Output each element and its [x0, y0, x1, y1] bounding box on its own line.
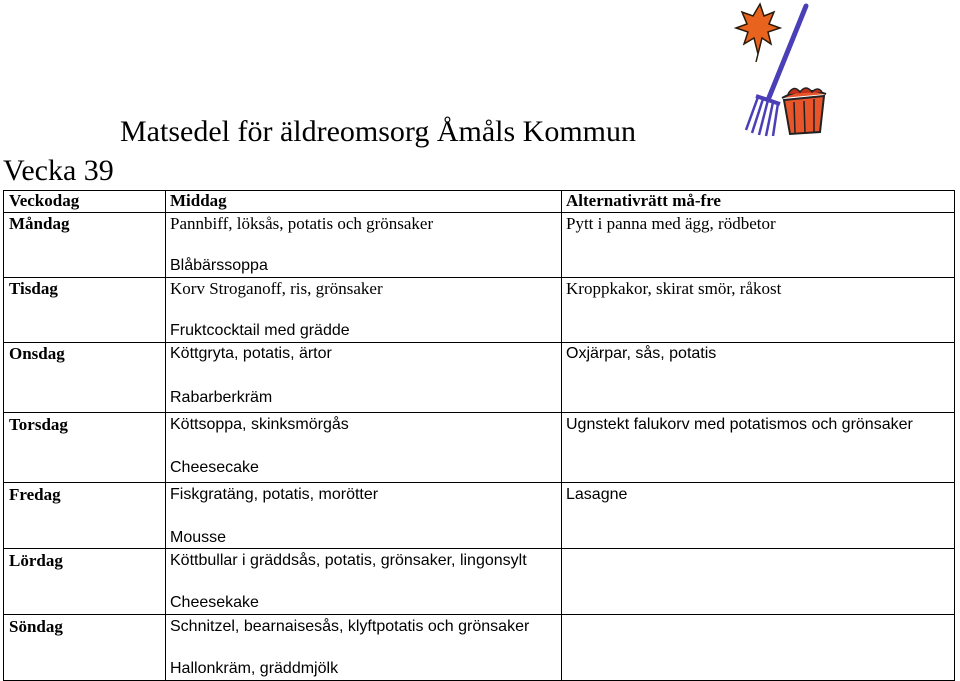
week-label: Vecka 39	[3, 154, 114, 187]
dinner-cell: Köttbullar i gräddsås, potatis, grönsaker, lingonsylt	[170, 552, 527, 569]
table-border-left	[3, 190, 4, 681]
dessert-cell: Cheesekake	[170, 594, 259, 611]
day-label: Lördag	[9, 551, 63, 570]
dessert-cell: Cheesecake	[170, 459, 259, 476]
alternative-cell: Ugnstekt falukorv med potatismos och grönsaker	[566, 416, 913, 433]
alternative-cell: Kroppkakor, skirat smör, råkost	[566, 279, 782, 298]
column-header-day: Veckodag	[9, 191, 80, 210]
dinner-cell: Fiskgratäng, potatis, morötter	[170, 486, 379, 503]
dessert-cell: Fruktcocktail med grädde	[170, 322, 350, 339]
column-header-alternative: Alternativrätt må-fre	[566, 191, 721, 210]
row-divider	[3, 277, 955, 278]
row-divider	[3, 614, 955, 615]
dessert-cell: Rabarberkräm	[170, 389, 273, 406]
dinner-cell: Pannbiff, löksås, potatis och grönsaker	[170, 214, 434, 233]
dinner-cell: Köttgryta, potatis, ärtor	[170, 345, 332, 362]
dinner-cell: Schnitzel, bearnaisesås, klyftpotatis och grönsaker	[170, 618, 530, 635]
dessert-cell: Hallonkräm, gräddmjölk	[170, 660, 339, 677]
row-divider	[3, 342, 955, 343]
day-label: Fredag	[9, 485, 61, 504]
row-divider	[3, 548, 955, 549]
alternative-cell: Lasagne	[566, 486, 628, 503]
menu-table	[3, 190, 955, 681]
alternative-cell: Pytt i panna med ägg, rödbetor	[566, 214, 776, 233]
day-label: Söndag	[9, 617, 63, 636]
row-divider	[3, 482, 955, 483]
day-label: Måndag	[9, 214, 70, 233]
dessert-cell: Mousse	[170, 529, 227, 546]
dinner-cell: Köttsoppa, skinksmörgås	[170, 416, 349, 433]
table-border-right	[954, 190, 955, 681]
alternative-cell: Oxjärpar, sås, potatis	[566, 345, 717, 362]
autumn-leaves-rake-basket-icon	[728, 0, 838, 140]
page-title: Matsedel för äldreomsorg Åmåls Kommun	[120, 115, 637, 148]
table-border-top	[3, 190, 955, 191]
dinner-cell: Korv Stroganoff, ris, grönsaker	[170, 279, 383, 298]
day-label: Torsdag	[9, 415, 68, 434]
column-header-dinner: Middag	[170, 191, 227, 210]
day-label: Onsdag	[9, 344, 65, 363]
column-divider	[165, 190, 166, 681]
row-divider	[3, 212, 955, 213]
day-label: Tisdag	[9, 279, 58, 298]
column-divider	[561, 190, 562, 681]
row-divider	[3, 412, 955, 413]
dessert-cell: Blåbärssoppa	[170, 257, 268, 274]
